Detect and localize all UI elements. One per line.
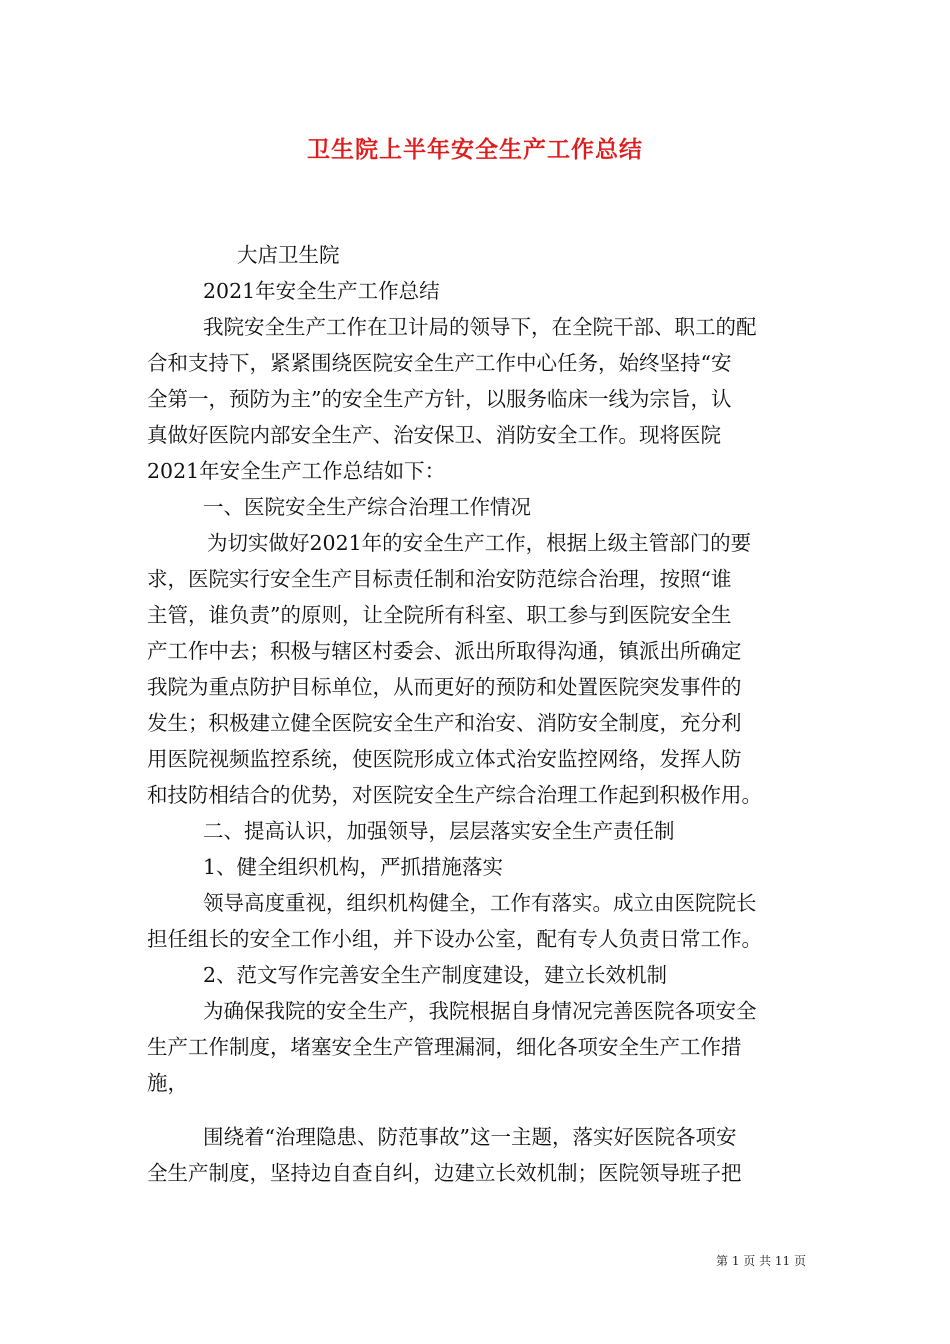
paragraph-line: 全第一，预防为主”的安全生产方针，以服务临床一线为宗旨，认: [147, 387, 732, 411]
section-heading: 二、提高认识，加强领导，层层落实安全生产责任制: [203, 819, 675, 843]
document-body: [147, 237, 807, 1191]
paragraph-line: 担任组长的安全工作小组，并下设办公室，配有专人负责日常工作。: [147, 927, 762, 951]
paragraph-line: 求，医院实行安全生产目标责任制和治安防范综合治理，按照“谁: [147, 567, 732, 591]
paragraph-line: 发生；积极建立健全医院安全生产和治安、消防安全制度，充分利: [147, 711, 742, 735]
paragraph-line: 为确保我院的安全生产，我院根据自身情况完善医院各项安全: [203, 999, 757, 1023]
paragraph-line: 领导高度重视，组织机构健全，工作有落实。成立由医院院长: [203, 891, 757, 915]
subsection-heading: 2、范文写作完善安全生产制度建设，建立长效机制: [203, 963, 668, 987]
paragraph-line: 为切实做好2021年的安全生产工作，根据上级主管部门的要: [207, 531, 752, 555]
paragraph-line: 生产工作制度，堵塞安全生产管理漏洞，细化各项安全生产工作措: [147, 1035, 742, 1059]
subtitle-line: 2021年安全生产工作总结: [203, 279, 440, 303]
subsection-heading: 1、健全组织机构，严抓措施落实: [203, 855, 504, 879]
paragraph-line: 2021年安全生产工作总结如下：: [147, 459, 446, 483]
paragraph-line: 和技防相结合的优势，对医院安全生产综合治理工作起到积极作用。: [147, 783, 762, 807]
paragraph-line: 我院安全生产工作在卫计局的领导下，在全院干部、职工的配: [203, 315, 757, 339]
paragraph-line: 我院为重点防护目标单位，从而更好的预防和处置医院突发事件的: [147, 675, 742, 699]
paragraph-gap: [147, 1101, 807, 1119]
paragraph-line: 合和支持下，紧紧围绕医院安全生产工作中心任务，始终坚持“安: [147, 351, 732, 375]
org-name-line: 大店卫生院: [237, 243, 340, 267]
paragraph-line: 真做好医院内部安全生产、治安保卫、消防安全工作。现将医院: [147, 423, 721, 447]
section-heading: 一、医院安全生产综合治理工作情况: [203, 495, 531, 519]
paragraph-line: 全生产制度，坚持边自查自纠，边建立长效机制；医院领导班子把: [147, 1161, 742, 1185]
paragraph-line: 产工作中去；积极与辖区村委会、派出所取得沟通，镇派出所确定: [147, 639, 742, 663]
paragraph-line: 施，: [147, 1071, 188, 1095]
page-number: 第 1 页 共 11 页: [716, 1254, 806, 1268]
paragraph-line: 用医院视频监控系统，使医院形成立体式治安监控网络，发挥人防: [147, 747, 742, 771]
paragraph-line: 围绕着“治理隐患、防范事故”这一主题，落实好医院各项安: [203, 1125, 737, 1149]
paragraph-line: 主管，谁负责”的原则，让全院所有科室、职工参与到医院安全生: [147, 603, 732, 627]
document-title: 卫生院上半年安全生产工作总结: [307, 136, 643, 163]
